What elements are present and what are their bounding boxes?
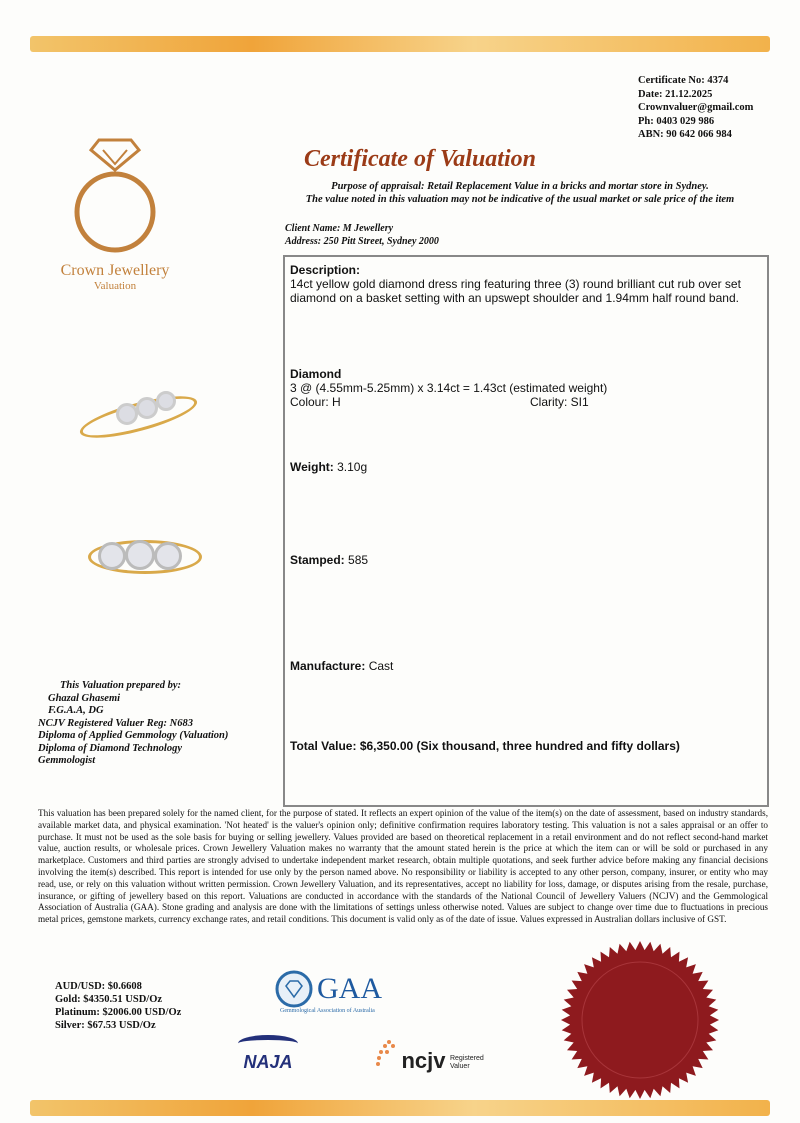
total-value-section — [290, 739, 759, 753]
rate-gold: Gold: $4350.51 USD/Oz — [55, 994, 163, 1005]
client-name: Client Name: M Jewellery — [285, 223, 394, 234]
naja-text: NAJA — [243, 1052, 293, 1072]
certificate-date: Date: 21.12.2025 — [638, 88, 713, 100]
diamond-details: 3 @ (4.55mm-5.25mm) x 3.14ct = 1.43ct (estimated weight) — [290, 381, 608, 395]
stamped-value: 585 — [348, 553, 369, 567]
stamped-section — [290, 553, 759, 567]
ncjv-logo — [375, 1038, 484, 1074]
manufacture-section — [290, 659, 759, 673]
gaa-text: GAA — [317, 972, 382, 1005]
disclaimer: This valuation has been prepared solely for the named client, for the purpose of stated. It reflects an expert opinion of the value of the item(s) on the date of assessment, based on industry standards, available market data, and physical examination. 'Not heated' is the valuer's opinion only; definitive confirmation requires laboratory testing. This valuation is not a sales appraisal or an offer to purchase. It must not be used as the sole basis for buying or selling jewellery. Values provided are based on theoretical replacement in a retail environment and do not reflect second-hand market value, auction results, or wholesale prices. Crown Jewellery Valuation makes no warranty that the amount stated herein is the price at which the item can or will be sold or purchased in any marketplace. Customers and third parties are strongly advised to undertake independent market research, obtain multiple quotations, and seek further advice before making any financial decisions involving the item(s) described. This report is intended for use only by the person named above. No responsibility or liability is accepted to any other person, company, insurer, or entity who may read, use, or rely on this valuation without written permission. Crown Jewellery Valuation, and its representatives, accept no liability for loss, damage, or disputes arising from the resale, purchase, insurance, or gifting of jewellery based on this report. Valuations are conducted in accordance with the standards of the National Council of Jewellery Valuers (NCJV) and the Gemmological Association of Australia (GAA). Stone grading and analysis are done with the limitations of settings unless otherwise noted. Values are subject to change over time due to fluctuations in precious metal prices, gemstone markets, currency exchange rates, and retail conditions. This document is valid only as of the date of issue. Values expressed in Australian dollars inclusive of GST. — [38, 808, 768, 925]
weight-value: 3.10g — [337, 460, 368, 474]
prepared-by — [38, 680, 228, 768]
purpose-note: The value noted in this valuation may not be indicative of the usual market or sale price of the item — [305, 194, 735, 205]
rate-platinum: Platinum: $2006.00 USD/Oz — [55, 1007, 182, 1018]
ncjv-valuer: Valuer — [449, 1063, 470, 1070]
valuer-registration: NCJV Registered Valuer Reg: N683 — [38, 717, 193, 729]
prepared-by-label: This Valuation prepared by: — [60, 680, 182, 691]
weight-label: Weight: — [290, 460, 334, 474]
valuer-diploma-gemmology: Diploma of Applied Gemmology (Valuation) — [38, 730, 229, 741]
certificate-number: Certificate No: 4374 — [638, 75, 729, 86]
valuer-name: Ghazal Ghasemi — [48, 692, 121, 704]
diamond-clarity: Clarity: SI1 — [530, 395, 589, 409]
certificate-meta — [638, 74, 753, 142]
valuer-credentials: F.G.A.A, DG — [48, 705, 104, 716]
ncjv-registered: Registered — [449, 1055, 484, 1062]
rate-aud-usd: AUD/USD: $0.6608 — [55, 981, 142, 992]
manufacture-value: Cast — [368, 659, 394, 673]
valuation-details-box — [283, 255, 769, 807]
bottom-gold-bar — [30, 1100, 770, 1116]
gaa-diamond-icon — [275, 970, 313, 1008]
naja-logo — [238, 1035, 298, 1073]
gaa-subtitle: Gemmological Association of Australia — [280, 1008, 375, 1014]
diamond-label: Diamond — [290, 367, 342, 381]
abn: ABN: 90 642 066 984 — [638, 129, 732, 140]
wax-seal-icon — [560, 940, 720, 1100]
market-rates — [55, 980, 181, 1032]
description-text: 14ct yellow gold diamond dress ring featuring three (3) round brilliant cut rub over set diamond on a basket setting with an upswept shoulder and 1.94mm half round band. — [290, 277, 741, 305]
purpose-line: Purpose of appraisal: Retail Replacement Value in a bricks and mortar store in Sydney. — [331, 181, 709, 192]
description-label: Description: — [290, 263, 361, 277]
manufacture-label: Manufacture: — [290, 659, 366, 673]
ring-photo-top — [78, 385, 198, 435]
phone: Ph: 0403 029 986 — [638, 115, 715, 127]
client-info — [285, 222, 439, 248]
purpose-of-appraisal — [200, 180, 800, 206]
diamond-colour: Colour: H — [290, 395, 341, 409]
valuer-title: Gemmologist — [38, 755, 96, 766]
ncjv-text: ncjv — [401, 1048, 446, 1073]
page-title: Certificate of Valuation — [303, 146, 536, 172]
total-value: $6,350.00 (Six thousand, three hundred and fifty dollars) — [359, 739, 680, 753]
brand-name: Crown Jewellery — [60, 262, 170, 279]
weight-section — [290, 460, 759, 474]
ncjv-dots-icon — [375, 1038, 397, 1068]
total-label: Total Value: — [290, 739, 357, 753]
gaa-logo — [275, 970, 425, 1014]
stamped-label: Stamped: — [290, 553, 345, 567]
ring-photo-bottom — [88, 530, 198, 580]
description-section — [290, 263, 759, 305]
rate-silver: Silver: $67.53 USD/Oz — [55, 1020, 156, 1031]
diamond-section — [290, 367, 759, 409]
brand-subtitle: Valuation — [93, 280, 137, 292]
top-gold-bar — [30, 36, 770, 52]
valuer-diploma-diamond: Diploma of Diamond Technology — [38, 742, 182, 754]
client-address: Address: 250 Pitt Street, Sydney 2000 — [285, 236, 439, 247]
email: Crownvaluer@gmail.com — [638, 102, 754, 113]
